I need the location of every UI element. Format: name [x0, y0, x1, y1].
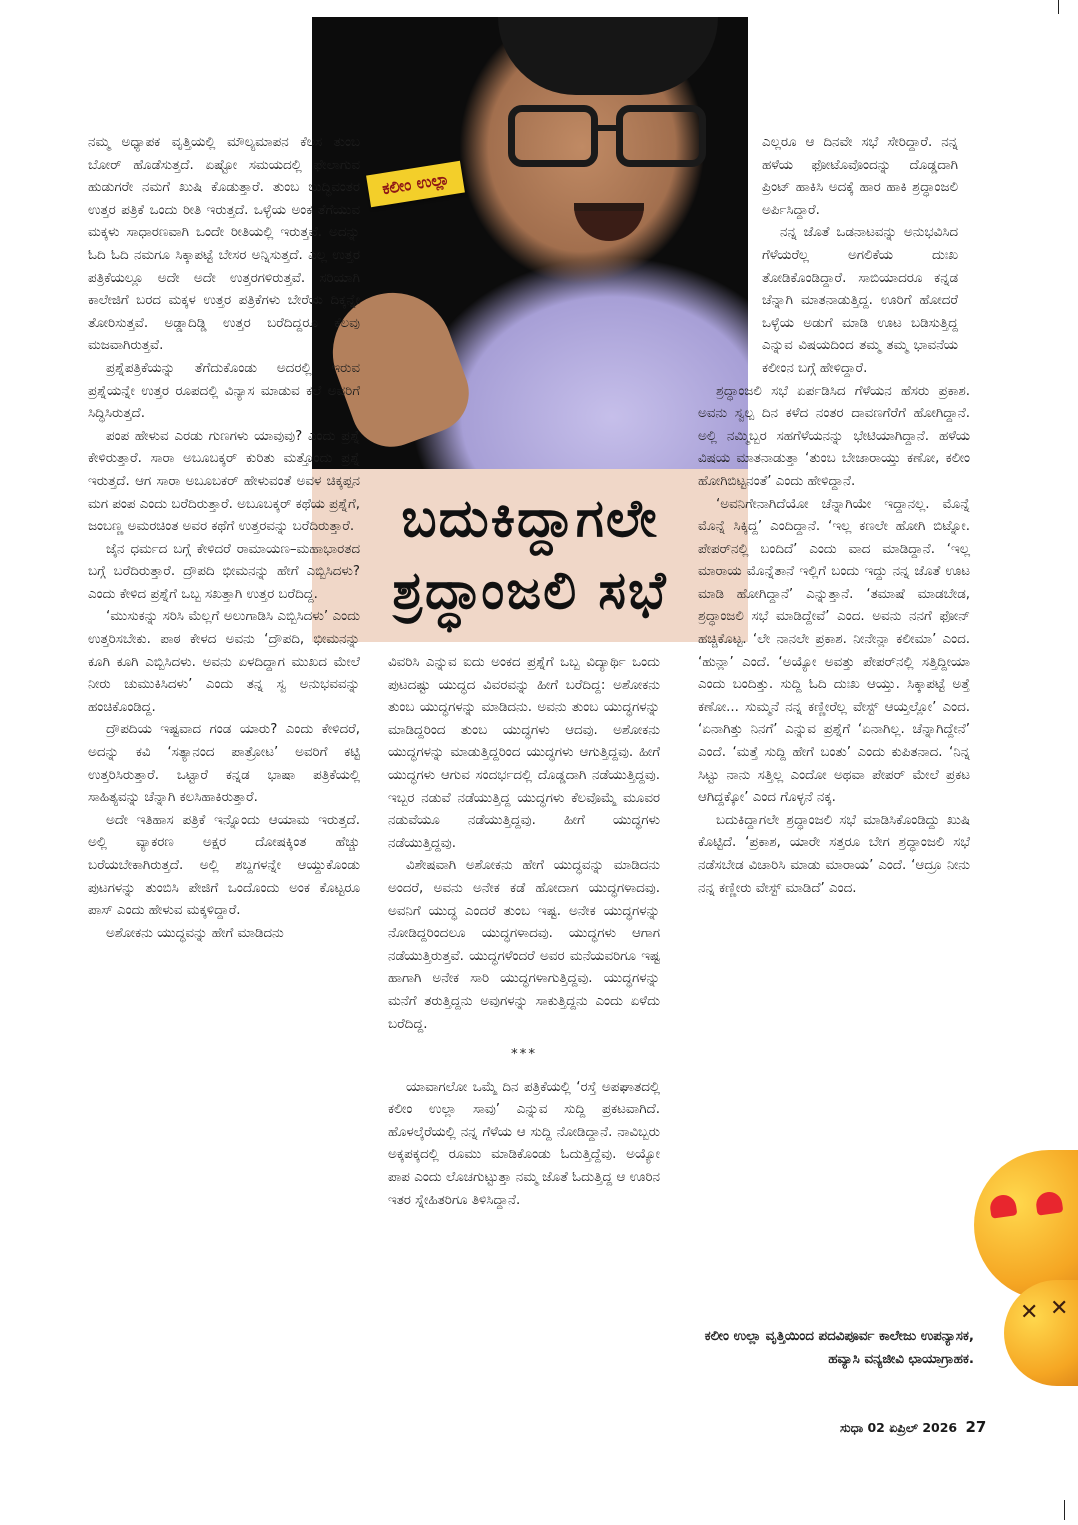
photo-mouth	[574, 203, 644, 241]
heart-eyes-emoji-icon	[974, 1150, 1078, 1300]
page-number: 27	[965, 1418, 987, 1436]
column-2	[388, 652, 660, 1212]
paragraph: ‘ಮುಸುಕನ್ನು ಸರಿಸಿ ಮೆಲ್ಲಗೆ ಅಲುಗಾಡಿಸಿ ಎಬ್ಬಿಸಿದಳು’ ಎಂದು ಉತ್ತರಿಸಬೇಕು. ಪಾಠ ಕೇಳದ ಅವನು ‘ದ್ರೌಪದಿ, ಭೀಮನನ್ನು ಕೂಗಿ ಕೂಗಿ ಎಬ್ಬಿಸಿದಳು. ಅವನು ಏಳದಿದ್ದಾಗ ಮುಖದ ಮೇಲೆ ನೀರು ಚುಮುಕಿಸಿದಳು’ ಎಂದು ತನ್ನ ಸ್ವ ಅನುಭವವನ್ನು ಹಂಚಿಕೊಂಡಿದ್ದ.	[88, 609, 360, 715]
paragraph: ನಮ್ಮ ಅಧ್ಯಾಪಕ ವೃತ್ತಿಯಲ್ಲಿ ಮೌಲ್ಯಮಾಪನ ಕೆಲಸ ತುಂಬ ಬೋರ್ ಹೊಡೆಸುತ್ತದೆ. ಏಷ್ಟೋ ಸಮಯದಲ್ಲಿ ಫೇಲಾಗುವ ಹುಡುಗರೇ ನಮಗೆ ಖುಷಿ ಕೊಡುತ್ತಾರೆ. ತುಂಬ ಬುದ್ಧಿವಂತರ ಉತ್ತರ ಪತ್ರಿಕೆ ಒಂದು ರೀತಿ ಇರುತ್ತದೆ. ಒಳ್ಳೆಯ ಅಂಕ ತೆಗೆಯುವ ಮಕ್ಕಳು ಸಾಧಾರಣವಾಗಿ ಒಂದೇ ರೀತಿಯಲ್ಲಿ ಇರುತ್ತವೆ. ಅದನ್ನು ಓದಿ ಓದಿ ನಮಗೂ ಸಿಕ್ಕಾಪಟ್ಟೆ ಬೇಸರ ಅನ್ನಿಸುತ್ತದೆ. ಎಲ್ಲ ಉತ್ತರ ಪತ್ರಿಕೆಯಲ್ಲೂ ಅದೇ ಅದೇ ಉತ್ತರಗಳಿರುತ್ತವೆ. ಸರಿಯಾಗಿ ಕಾಲೇಜಿಗೆ ಬರದ ಮಕ್ಕಳ ಉತ್ತರ ಪತ್ರಿಕೆಗಳು ಬೇರೆಯ ದಿಕ್ಕನ್ನೇ ತೋರಿಸುತ್ತವೆ. ಅಡ್ಡಾದಿಡ್ಡಿ ಉತ್ತರ ಬರೆದಿದ್ದರೂ ಕೆಲವು ಮಜವಾಗಿರುತ್ತವೆ.	[88, 135, 360, 354]
paragraph: ‘ಅವನಿಗೇನಾಗಿದೆಯೋ ಚೆನ್ನಾಗಿಯೇ ಇದ್ದಾನಲ್ಲ. ಮೊನ್ನೆ ಮೊನ್ನೆ ಸಿಕ್ಕಿದ್ದ’ ಎಂದಿದ್ದಾನೆ. ‘ಇಲ್ಲ ಕಣಲೇ ಹೋಗಿ ಬಿಟ್ನೋ. ಪೇಪರ್‌ನಲ್ಲಿ ಬಂದಿದೆ’ ಎಂದು ವಾದ ಮಾಡಿದ್ದಾನೆ. ‘ಇಲ್ಲ ಮಾರಾಯ ಮೊನ್ನೆತಾನೆ ಇಲ್ಲಿಗೆ ಬಂದು ಇದ್ದು ನನ್ನ ಜೊತೆ ಊಟ ಮಾಡಿ ಹೋಗಿದ್ದಾನೆ’ ಎನ್ನುತ್ತಾನೆ. ‘ತಮಾಷೆ ಮಾಡಬೇಡ, ಶ್ರದ್ಧಾಂಜಲಿ ಸಭೆ ಮಾಡಿದ್ದೇವೆ’ ಎಂದ. ಅವನು ನನಗೆ ಫೋನ್ ಹಚ್ಚಿಕೊಟ್ಟ. ‘ಲೇ ನಾನಲೇ ಪ್ರಕಾಶ. ನೀನೇನ್ಲಾ ಕಲೀಮಾ’ ಎಂದ. ‘ಹುನ್ಲಾ’ ಎಂದೆ. ‘ಅಯ್ಯೋ ಅವತ್ತು ಪೇಪರ್‌ನಲ್ಲಿ ಸತ್ತಿದ್ದೀಯಾ ಎಂದು ಬಂದಿತ್ತು. ಸುದ್ದಿ ಓದಿ ದುಃಖ ಆಯ್ತು. ಸಿಕ್ಕಾಪಟ್ಟೆ ಅತ್ತೆ ಕಣೋ... ಸುಮ್ಮನೆ ನನ್ನ ಕಣ್ಣೀರೆಲ್ಲ ವೇಸ್ಟ್ ಆಯ್ತಲ್ಲೋ’ ಎಂದ. ‘ಏನಾಗಿತ್ತು ನಿನಗೆ’ ಎನ್ನುವ ಪ್ರಶ್ನೆಗೆ ‘ಏನಾಗಿಲ್ಲ. ಚೆನ್ನಾಗಿದ್ದೇನೆ’ ಎಂದೆ. ‘ಮತ್ತೆ ಸುದ್ದಿ ಹೇಗೆ ಬಂತು’ ಎಂದು ಕುಪಿತನಾದ. ‘ನಿನ್ನ ಸಿಟ್ಟು ನಾನು ಸತ್ತಿಲ್ಲ ಎಂದೋ ಅಥವಾ ಪೇಪರ್ ಮೇಲೆ ಪ್ರಕಟ ಆಗಿದ್ದಕ್ಕೋ’ ಎಂದ ಗೊಳ್ಳನೆ ನಕ್ಕ.	[698, 496, 970, 806]
paragraph: ವಿಶೇಷವಾಗಿ ಅಶೋಕನು ಹೇಗೆ ಯುದ್ಧವನ್ನು ಮಾಡಿದನು ಅಂದರೆ, ಅವನು ಅನೇಕ ಕಡೆ ಹೋದಾಗ ಯುದ್ಧಗಳಾದವು. ಅವನಿಗೆ ಯುದ್ಧ ಎಂದರೆ ತುಂಬ ಇಷ್ಟ. ಅನೇಕ ಯುದ್ಧಗಳನ್ನು ನೋಡಿದ್ದರಿಂದಲೂ ಯುದ್ಧಗಳಾದವು. ಯುದ್ಧಗಳು ಆಗಾಗ ನಡೆಯುತ್ತಿರುತ್ತವೆ. ಯುದ್ಧಗಳೆಂದರೆ ಅವರ ಮನೆಯವರಿಗೂ ಇಷ್ಟ ಹಾಗಾಗಿ ಅನೇಕ ಸಾರಿ ಯುದ್ಧಗಳಾಗುತ್ತಿದ್ದವು. ಯುದ್ಧಗಳನ್ನು ಮನೆಗೆ ತರುತ್ತಿದ್ದನು ಅವುಗಳನ್ನು ಸಾಕುತ್ತಿದ್ದನು ಎಂದು ಏಳೆದು ಬರೆದಿದ್ದ.	[388, 858, 660, 1032]
author-photo	[312, 17, 748, 469]
paragraph: ಎಲ್ಲರೂ ಆ ದಿನವೇ ಸಭೆ ಸೇರಿದ್ದಾರೆ. ನನ್ನ ಹಳೆಯ ಫೋಟೊವೊಂದನ್ನು ದೊಡ್ಡದಾಗಿ ಪ್ರಿಂಟ್ ಹಾಕಿಸಿ ಅದಕ್ಕೆ ಹಾರ ಹಾಕಿ ಶ್ರದ್ಧಾಂಜಲಿ ಅರ್ಪಿಸಿದ್ದಾರೆ.	[762, 135, 958, 218]
paragraph: ಪಂಪ ಹೇಳುವ ಎರಡು ಗುಣಗಳು ಯಾವುವು? ಎಂದು ಪ್ರಶ್ನೆ ಕೇಳಿರುತ್ತಾರೆ. ಸಾರಾ ಅಬೂಬಕ್ಕರ್ ಕುರಿತು ಮತ್ತೊಂದು ಪ್ರಶ್ನೆ ಇರುತ್ತದೆ. ಆಗ ಸಾರಾ ಅಬೂಬಕರ್ ಹೇಳುವಂತೆ ಅವಳ ಚಿಕ್ಕಪ್ಪನ ಮಗ ಪಂಪ ಎಂದು ಬರೆದಿರುತ್ತಾರೆ. ಅಬೂಬಕ್ಕರ್ ಕಥೆಯ ಪ್ರಶ್ನೆಗೆ, ಜಂಬಣ್ಣ ಅಮರಚಿಂತ ಅವರ ಕಥೆಗೆ ಉತ್ತರವನ್ನು ಬರೆದಿರುತ್ತಾರೆ.	[88, 428, 360, 535]
author-byline: ಕಲೀಂ ಉಲ್ಲಾ ವೃತ್ತಿಯಿಂದ ಪದವಿಪೂರ್ವ ಕಾಲೇಜು ಉಪನ್ಯಾಸಕ, ಹವ್ಯಾಸಿ ವನ್ಯಜೀವಿ ಛಾಯಾಗ್ರಾಹಕ.	[704, 1329, 974, 1367]
cross-eye-icon: ✕	[1050, 1296, 1069, 1321]
cross-eye-icon: ✕	[1020, 1300, 1039, 1325]
paragraph: ಯಾವಾಗಲೋ ಒಮ್ಮೆ ದಿನ ಪತ್ರಿಕೆಯಲ್ಲಿ ‘ರಸ್ತೆ ಅಪಘಾತದಲ್ಲಿ ಕಲೀಂ ಉಲ್ಲಾ ಸಾವು’ ಎನ್ನುವ ಸುದ್ದಿ ಪ್ರಕಟವಾಗಿದೆ. ಹೊಳಲ್ಕೆರೆಯಲ್ಲಿ ನನ್ನ ಗೆಳೆಯ ಆ ಸುದ್ದಿ ನೋಡಿದ್ದಾನೆ. ನಾವಿಬ್ಬರು ಅಕ್ಕಪಕ್ಕದಲ್ಲಿ ರೂಮು ಮಾಡಿಕೊಂಡು ಓದುತ್ತಿದ್ದೆವು. ಅಯ್ಯೋ ಪಾಪ ಎಂದು ಲೊಚಗುಟ್ಟುತ್ತಾ ನಮ್ಮ ಜೊತೆ ಓದುತ್ತಿದ್ದ ಆ ಊರಿನ ಇತರ ಸ್ನೇಹಿತರಿಗೂ ತಿಳಿಸಿದ್ದಾನೆ.	[388, 1079, 660, 1208]
article-title-line1: ಬದುಕಿದ್ದಾಗಲೇ	[401, 489, 659, 549]
paragraph: ಶ್ರದ್ಧಾಂಜಲಿ ಸಭೆ ಏರ್ಪಡಿಸಿದ ಗೆಳೆಯನ ಹೆಸರು ಪ್ರಕಾಶ. ಅವನು ಸ್ವಲ್ಪ ದಿನ ಕಳೆದ ನಂತರ ದಾವಣಗೆರೆಗೆ ಹೋಗಿದ್ದಾನೆ. ಅಲ್ಲಿ ನಮ್ಮಿಬ್ಬರ ಸಹಗೆಳೆಯನನ್ನು ಭೇಟಿಯಾಗಿದ್ದಾನೆ. ಹಳೆಯ ವಿಷಯ ಮಾತನಾಡುತ್ತಾ ‘ತುಂಬ ಬೇಜಾರಾಯ್ತು ಕಣೋ, ಕಲೀಂ ಹೋಗಿಬಿಟ್ಟನಂತೆ’ ಎಂದು ಹೇಳಿದ್ದಾನೆ.	[698, 383, 970, 489]
column-3	[698, 132, 970, 900]
paragraph: ಪ್ರಶ್ನೆಪತ್ರಿಕೆಯನ್ನು ತೆಗೆದುಕೊಂಡು ಅದರಲ್ಲಿ ಇರುವ ಪ್ರಶ್ನೆಯನ್ನೇ ಉತ್ತರ ರೂಪದಲ್ಲಿ ವಿನ್ಯಾಸ ಮಾಡುವ ಕಲೆ ಅವರಿಗೆ ಸಿದ್ಧಿಸಿರುತ್ತದೆ.	[88, 360, 360, 422]
column-3-top	[762, 132, 958, 381]
paragraph: ಅಶೋಕನು ಯುದ್ಧವನ್ನು ಹೇಗೆ ಮಾಡಿದನು	[106, 925, 284, 941]
paragraph: ಜೈನ ಧರ್ಮದ ಬಗ್ಗೆ ಕೇಳಿದರೆ ರಾಮಾಯಣ–ಮಹಾಭಾರತದ ಬಗ್ಗೆ ಬರೆದಿರುತ್ತಾರೆ. ದ್ರೌಪದಿ ಭೀಮನನ್ನು ಹೇಗೆ ಎಬ್ಬಿಸಿದಳು? ಎಂದು ಕೇಳಿದ ಪ್ರಶ್ನೆಗೆ ಒಬ್ಬ ಸಖತ್ತಾಗಿ ಉತ್ತರ ಬರೆದಿದ್ದ.	[88, 541, 360, 602]
crop-mark	[1064, 1500, 1065, 1520]
paragraph: ವಿವರಿಸಿ ಎನ್ನುವ ಐದು ಅಂಕದ ಪ್ರಶ್ನೆಗೆ ಒಬ್ಬ ವಿದ್ಯಾರ್ಥಿ ಒಂದು ಪುಟದಷ್ಟು ಯುದ್ಧದ ವಿವರವನ್ನು ಹೀಗೆ ಬರೆದಿದ್ದ: ಅಶೋಕನು ತುಂಬ ಯುದ್ಧಗಳನ್ನು ಮಾಡಿದನು. ಅವನು ತುಂಬ ಯುದ್ಧಗಳನ್ನು ಮಾಡಿದ್ದರಿಂದ ತುಂಬ ಯುದ್ಧಗಳು ಆದವು. ಅಶೋಕನು ಯುದ್ಧಗಳನ್ನು ಮಾಡುತ್ತಿದ್ದರಿಂದ ಯುದ್ಧಗಳು ಆಗುತ್ತಿದ್ದವು. ಹೀಗೆ ಯುದ್ಧಗಳು ಆಗುವ ಸಂದರ್ಭದಲ್ಲಿ ದೊಡ್ಡದಾಗಿ ನಡೆಯುತ್ತಿದ್ದವು. ಇಬ್ಬರ ನಡುವೆ ನಡೆಯುತ್ತಿದ್ದ ಯುದ್ಧಗಳು ಕೆಲವೊಮ್ಮೆ ಮೂವರ ನಡುವೆಯೂ ನಡೆಯುತ್ತಿದ್ದವು. ಹೀಗೆ ಯುದ್ಧಗಳು ನಡೆಯುತ್ತಿದ್ದವು.	[388, 655, 660, 851]
paragraph: ನನ್ನ ಜೊತೆ ಒಡನಾಟವನ್ನು ಅನುಭವಿಸಿದ ಗೆಳೆಯರೆಲ್ಲ ಅಗಲಿಕೆಯ ದುಃಖ ತೋಡಿಕೊಂಡಿದ್ದಾರೆ. ಸಾಬಿಯಾದರೂ ಕನ್ನಡ ಚೆನ್ನಾಗಿ ಮಾತನಾಡುತ್ತಿದ್ದ. ಊರಿಗೆ ಹೋದರೆ ಒಳ್ಳೆಯ ಅಡುಗೆ ಮಾಡಿ ಊಟ ಬಡಿಸುತ್ತಿದ್ದ ಎನ್ನುವ ವಿಷಯದಿಂದ ತಮ್ಮ ತಮ್ಮ ಭಾವನೆಯ ಕಲೀಂನ ಬಗ್ಗೆ ಹೇಳಿದ್ದಾರೆ.	[762, 225, 958, 376]
title-box	[312, 469, 748, 642]
magazine-issue: ಸುಧಾ 02 ಏಪ್ರಿಲ್ 2026	[840, 1420, 958, 1435]
paragraph: ಬದುಕಿದ್ದಾಗಲೇ ಶ್ರದ್ಧಾಂಜಲಿ ಸಭೆ ಮಾಡಿಸಿಕೊಂಡಿದ್ದು ಖುಷಿ ಕೊಟ್ಟಿದೆ. ‘ಪ್ರಕಾಶ, ಯಾರೇ ಸತ್ತರೂ ಬೇಗ ಶ್ರದ್ಧಾಂಜಲಿ ಸಭೆ ನಡೆಸಬೇಡ ವಿಚಾರಿಸಿ ಮಾಡು ಮಾರಾಯ’ ಎಂದೆ. ‘ಆದ್ರೂ ನೀನು ನನ್ನ ಕಣ್ಣೀರು ವೇಸ್ಟ್ ಮಾಡಿದೆ’ ಎಂದ.	[698, 812, 970, 896]
article-title-line2: ಶ್ರದ್ಧಾಂಜಲಿ ಸಭೆ	[392, 561, 668, 621]
photo-glasses-right	[616, 105, 706, 167]
page-footer	[840, 1418, 986, 1436]
crop-mark	[1058, 0, 1059, 14]
paragraph: ದ್ರೌಪದಿಯ ಇಷ್ಟವಾದ ಗಂಡ ಯಾರು? ಎಂದು ಕೇಳಿದರೆ, ಅದನ್ನು ಕವಿ ‘ಸತ್ಯಾನಂದ ಪಾತ್ರೋಟ’ ಅವರಿಗೆ ಕಟ್ಟಿ ಉತ್ತರಿಸಿರುತ್ತಾರೆ. ಒಟ್ಟಾರೆ ಕನ್ನಡ ಭಾಷಾ ಪತ್ರಿಕೆಯಲ್ಲಿ ಸಾಹಿತ್ಯವನ್ನು ಚೆನ್ನಾಗಿ ಕಲಸಿಹಾಕಿರುತ್ತಾರೆ.	[88, 722, 360, 806]
column-1	[88, 132, 360, 945]
photo-hair	[498, 17, 718, 95]
name-tag: ಕಲೀಂ ಉಲ್ಲಾ	[366, 161, 465, 208]
photo-glasses-left	[508, 105, 598, 167]
paragraph: ಅದೇ ಇತಿಹಾಸ ಪತ್ರಿಕೆ ಇನ್ನೊಂದು ಆಯಾಮ ಇರುತ್ತದೆ. ಅಲ್ಲಿ ವ್ಯಾಕರಣ ಅಕ್ಷರ ದೋಷಕ್ಕಿಂತ ಹೆಚ್ಚು ಬರೆಯಬೇಕಾಗಿರುತ್ತದೆ. ಅಲ್ಲಿ ಶಬ್ದಗಳನ್ನೇ ಆಯ್ದುಕೊಂಡು ಪುಟಗಳನ್ನು ತುಂಬಿಸಿ ಪೇಜಿಗೆ ಒಂದೊಂದು ಅಂಕ ಕೊಟ್ಟರೂ ಪಾಸ್ ಎಂದು ಹೇಳುವ ಮಕ್ಕಳಿದ್ದಾರೆ.	[88, 812, 360, 919]
section-separator: ***	[510, 1047, 538, 1063]
